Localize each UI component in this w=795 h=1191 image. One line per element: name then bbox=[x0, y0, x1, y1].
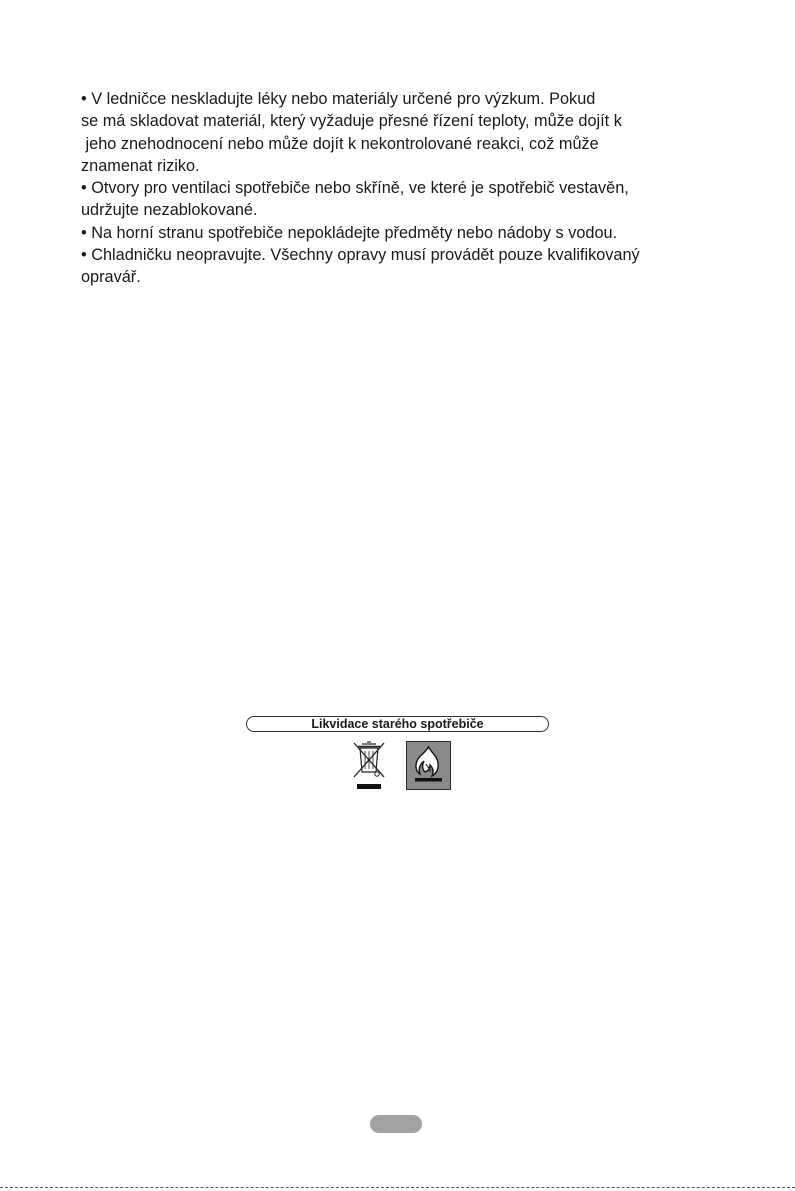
instruction-line: • Na horní stranu spotřebiče nepokládejte předměty nebo nádoby s vodou. bbox=[81, 223, 618, 242]
disposal-section-header: Likvidace starého spotřebiče bbox=[246, 716, 549, 732]
instruction-line: znamenat riziko. bbox=[81, 156, 200, 175]
page-edge-rule bbox=[0, 1187, 795, 1188]
instruction-line: • V ledničce neskladujte léky nebo materiály určené pro výzkum. Pokud bbox=[81, 90, 596, 108]
instruction-line: • Otvory pro ventilaci spotřebiče nebo skříně, ve které je spotřebič vestavěn, bbox=[81, 179, 629, 198]
disposal-symbols bbox=[350, 739, 460, 795]
instruction-line: • Chladničku neopravujte. Všechny opravy musí provádět pouze kvalifikovaný bbox=[81, 246, 640, 265]
instruction-line: jeho znehodnocení nebo může dojít k nekontrolované reakci, což může bbox=[81, 134, 599, 153]
instruction-line: opravář. bbox=[81, 268, 141, 287]
instruction-line: udržujte nezablokované. bbox=[81, 201, 258, 220]
instruction-line: se má skladovat materiál, který vyžaduje přesné řízení teploty, může dojít k bbox=[81, 112, 622, 131]
crossed-out-wheelie-bin-icon bbox=[350, 739, 388, 791]
safety-instructions bbox=[81, 88, 751, 289]
flammable-flame-icon bbox=[406, 741, 451, 790]
page-number-tab bbox=[370, 1115, 422, 1133]
